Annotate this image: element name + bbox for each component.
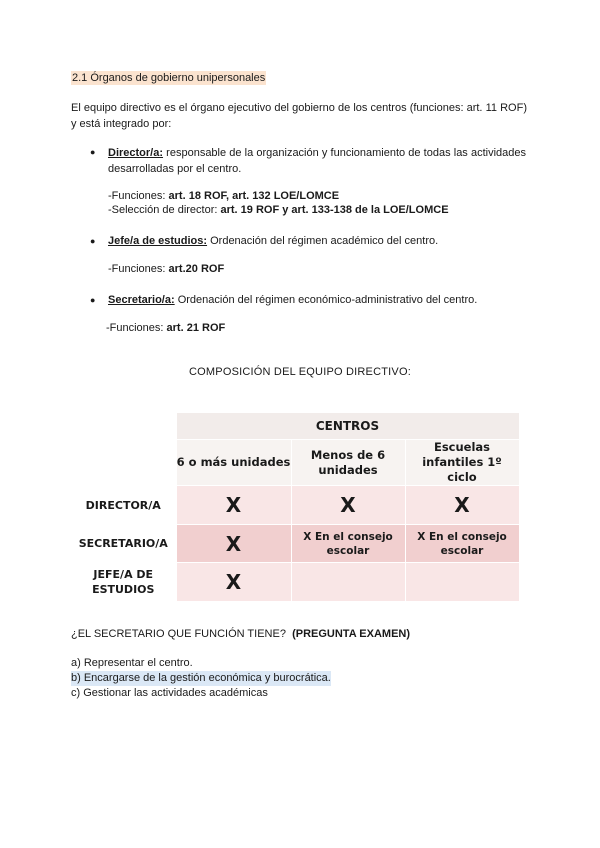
jefe-text: Ordenación del régimen académico del centro. (207, 235, 439, 247)
column-header: Escuelas infantiles 1º ciclo (405, 440, 519, 486)
director-item (108, 145, 526, 177)
jefe-funciones (108, 262, 224, 276)
bullet-icon (90, 294, 98, 302)
table-cell: X En el consejo escolar (291, 525, 405, 563)
jefe-funciones-prefix: -Funciones: (108, 263, 169, 275)
jefe-item (108, 233, 526, 249)
answer-option: a) Representar el centro. (71, 657, 193, 669)
secretario-label: Secretario/a: (108, 294, 175, 306)
jefe-label: Jefe/a de estudios: (108, 235, 208, 247)
table-row (71, 525, 519, 563)
table-corner (71, 413, 176, 440)
director-label: Director/a: (108, 147, 164, 159)
secretario-text: Ordenación del régimen económico-administrativo del centro. (174, 294, 478, 306)
section-heading: 2.1 Órganos de gobierno unipersonales (72, 72, 266, 84)
exam-question (71, 628, 410, 640)
director-seleccion-value: art. 19 ROF y art. 133-138 de la LOE/LOMCE (220, 204, 449, 216)
director-text: responsable de la organización y funcionamiento de todas las actividades desarrolladas por el centro. (108, 147, 526, 175)
bullet-icon (90, 146, 98, 154)
row-label: SECRETARIO/A (71, 525, 176, 563)
row-label: DIRECTOR/A (71, 486, 176, 525)
table-cell: X (176, 486, 291, 525)
jefe-funciones-value: art.20 ROF (168, 263, 225, 275)
question-text: ¿EL SECRETARIO QUE FUNCIÓN TIENE? (71, 628, 289, 640)
director-seleccion-prefix: -Selección de director: (108, 204, 221, 216)
answer-option-highlighted: b) Encargarse de la gestión económica y burocrática. (71, 672, 331, 684)
table-cell: X (176, 563, 291, 602)
director-funciones-value: art. 18 ROF, art. 132 LOE/LOMCE (168, 190, 340, 202)
table-row (71, 563, 519, 602)
question-tag: (PREGUNTA EXAMEN) (292, 628, 411, 640)
intro-paragraph: El equipo directivo es el órgano ejecutivo del gobierno de los centros (funciones: art. 11 ROF) y está integrado por: (71, 102, 527, 130)
secretario-funciones-prefix: -Funciones: (106, 322, 167, 334)
bullet-icon (90, 235, 98, 243)
director-funciones-prefix: -Funciones: (108, 190, 169, 202)
table-corner (71, 440, 176, 486)
table-cell (405, 563, 519, 602)
table-cell: X (405, 486, 519, 525)
table-cell: X (176, 525, 291, 563)
table-caption: COMPOSICIÓN DEL EQUIPO DIRECTIVO: (189, 366, 411, 378)
answer-option: c) Gestionar las actividades académicas (71, 687, 268, 699)
table-cell (291, 563, 405, 602)
table-row (71, 486, 519, 525)
centros-header: CENTROS (176, 413, 519, 440)
row-label: JEFE/A DE ESTUDIOS (71, 563, 176, 602)
column-header: Menos de 6 unidades (291, 440, 405, 486)
director-funciones (108, 189, 339, 203)
secretario-funciones (106, 321, 225, 335)
secretario-item (108, 292, 526, 308)
secretario-funciones-value: art. 21 ROF (166, 322, 226, 334)
table-cell: X (291, 486, 405, 525)
composition-table (71, 412, 520, 602)
column-header: 6 o más unidades (176, 440, 291, 486)
director-seleccion (108, 203, 449, 217)
table-cell: X En el consejo escolar (405, 525, 519, 563)
